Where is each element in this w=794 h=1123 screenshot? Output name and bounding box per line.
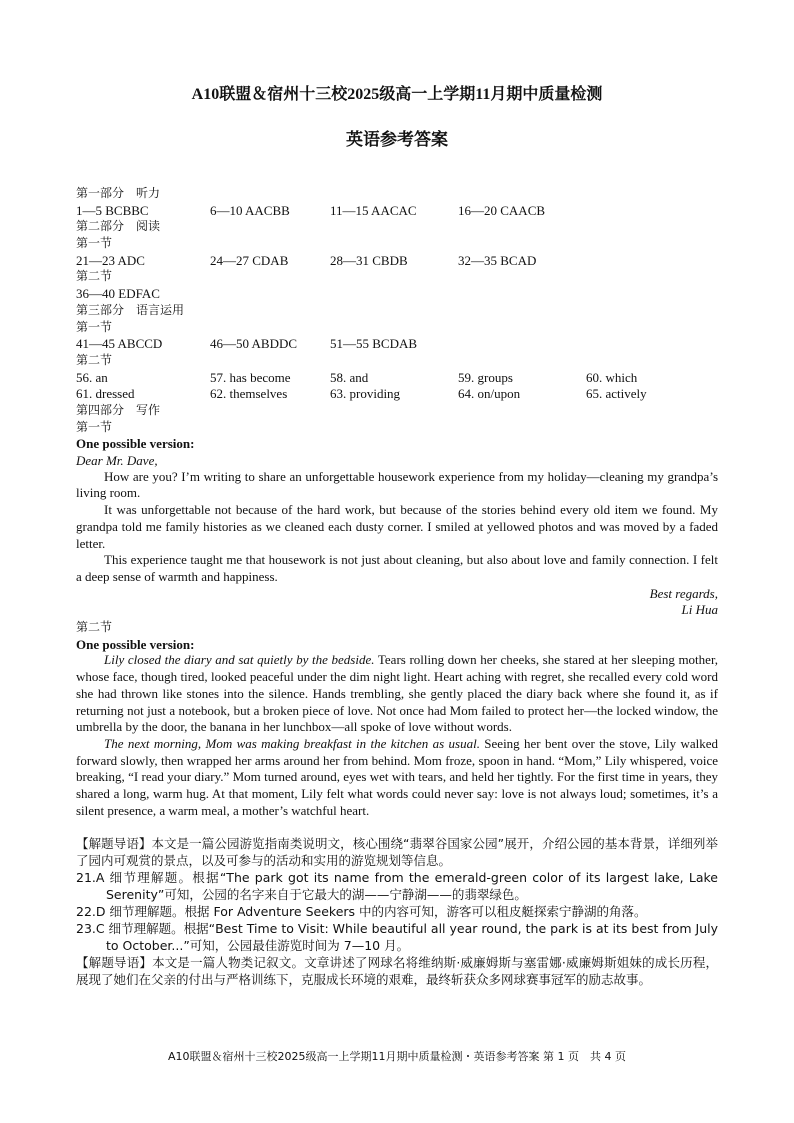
- answer-cell: 32—35 BCAD: [458, 252, 537, 268]
- version-label: One possible version:: [76, 636, 195, 652]
- story-lead-sentence: The next morning, Mom was making breakfast in the kitchen as usual.: [104, 735, 480, 751]
- page-footer: A10联盟＆宿州十三校2025级高一上学期11月期中质量检测・英语参考答案 第 1 页 共 4 页: [168, 1050, 626, 1063]
- answer-row: [76, 202, 718, 219]
- document-subtitle: 英语参考答案: [346, 130, 448, 149]
- answer-cell: 56. an: [76, 369, 108, 385]
- section-label: 第二节: [76, 269, 113, 284]
- answer-cell: 61. dressed: [76, 386, 135, 402]
- version-label: One possible version:: [76, 436, 195, 452]
- story-text: Tears rolling down her cheeks, she stared at her sleeping mother, whose face, though tired, looked peaceful under the dim night light. Heart aching with regret, she recalled every cold word she had thrown like stones into the silence. Hands trembling, she gently placed the diary back where she found it, as if returning not just a notebook, but a broken piece of love. Not once had Mom failed to protect her—the locked window, the umbrella by the door, the banana in her lunchbox—all spoke of love without words.: [76, 652, 718, 735]
- section-label: 第一节: [76, 319, 113, 334]
- story-lead-sentence: Lily closed the diary and sat quietly by the bedside.: [104, 652, 375, 668]
- story-text: Seeing her bent over the stove, Lily walked forward slowly, then wrapped her arms around her from behind. Mom froze, spoon in hand. “Mom,” Lily whispered, voice breaking, “I read your diary.” Mom turned around, eyes wet with tears, and held her tightly. For the first time in years, they shared a long, warm hug. At that moment, Lily felt what words could never say: love is not always loud; sometimes, it’s a silent presence, a warm meal, a mother’s watchful heart.: [76, 735, 718, 818]
- answer-row: [76, 335, 718, 352]
- answer-cell: 1—5 BCBBC: [76, 202, 149, 218]
- answer-cell: 6—10 AACBB: [210, 202, 290, 218]
- section-label: 第二节: [76, 620, 113, 635]
- answer-cell: 64. on/upon: [458, 386, 521, 402]
- story-paragraph: [76, 736, 718, 820]
- part3-heading: 第三部分 语言运用: [76, 302, 185, 317]
- answer-cell: 21—23 ADC: [76, 252, 145, 268]
- answer-cell: 59. groups: [458, 369, 513, 385]
- explanation-notes: [76, 835, 718, 988]
- document-title: A10联盟＆宿州十三校2025级高一上学期11月期中质量检测: [191, 86, 603, 103]
- answer-cell: 51—55 BCDAB: [330, 336, 418, 352]
- answer-cell: 16—20 CAACB: [458, 202, 546, 218]
- letter-paragraph: How are you? I’m writing to share an unforgettable housework experience from my holiday—cleaning my grandpa’s living room.: [76, 468, 718, 501]
- part4-heading: 第四部分 写作: [76, 402, 161, 417]
- question-explanation: 22.D 细节理解题。根据 For Adventure Seekers 中的内容可知，游客可以租皮艇探索宁静湖的角落。: [76, 904, 647, 919]
- answer-cell: 28—31 CBDB: [330, 252, 408, 268]
- answer-cell: 63. providing: [330, 386, 401, 402]
- answer-cell: 11—15 AACAC: [330, 202, 417, 218]
- part2-heading: 第二部分 阅读: [76, 219, 161, 234]
- letter-closing: Best regards,: [649, 585, 718, 601]
- passage-guide: 【解题导语】本文是一篇人物类记叙文。文章讲述了网球名将维纳斯·威廉姆斯与塞雷娜·威廉姆斯姐妹的成长历程，展现了她们在父亲的付出与严格训练下，克服成长环境的艰难，最终斩获众多网球赛事冠军的励志故事。: [76, 955, 718, 987]
- answer-cell: 36—40 EDFAC: [76, 286, 160, 302]
- section-label: 第一节: [76, 236, 113, 251]
- answer-cell: 65. actively: [586, 386, 647, 402]
- story-paragraph: [76, 652, 718, 736]
- answer-row: [76, 385, 718, 402]
- answer-cell: 57. has become: [210, 369, 291, 385]
- letter-salutation: Dear Mr. Dave,: [76, 453, 158, 468]
- answer-row: [76, 369, 718, 386]
- answer-content: [76, 185, 718, 819]
- answer-cell: 46—50 ABDDC: [210, 336, 298, 352]
- answer-cell: 41—45 ABCCD: [76, 336, 163, 352]
- section-label: 第二节: [76, 352, 113, 367]
- letter-signature: Li Hua: [681, 602, 718, 618]
- answer-cell: 60. which: [586, 369, 638, 385]
- part1-heading: 第一部分 听力: [76, 186, 161, 200]
- answer-cell: 24—27 CDAB: [210, 252, 289, 268]
- question-explanation: 23.C 细节理解题。根据“Best Time to Visit: While beautiful all year round, the park is at its best from July to October...”可知，公园最佳游览时间为 7—10 月。: [76, 921, 718, 953]
- answer-row: [76, 252, 718, 269]
- letter-paragraph: This experience taught me that housework is not just about cleaning, but also about love and family connection. I felt a deep sense of warmth and happiness.: [76, 552, 718, 584]
- answer-cell: 62. themselves: [210, 386, 288, 402]
- answer-row: [76, 285, 718, 302]
- section-label: 第一节: [76, 419, 113, 434]
- passage-guide: 【解题导语】本文是一篇公园游览指南类说明文，核心围绕“翡翠谷国家公园”展开，介绍公园的基本背景，详细列举了园内可观赏的景点，以及可参与的活动和实用的游览规划等信息。: [76, 836, 718, 868]
- question-explanation: 21.A 细节理解题。根据“The park got its name from the emerald-green color of its largest lake, Lake Serenity”可知，公园的名字来自于它最大的湖——宁静湖——的翡翠绿色。: [76, 870, 718, 902]
- letter-paragraph: It was unforgettable not because of the hard work, but because of the stories behind every old item we found. My grandpa told me family histories as we cleaned each dusty corner. I smiled at yellowed photos and was moved by a faded letter.: [76, 502, 718, 551]
- answer-cell: 58. and: [330, 369, 369, 385]
